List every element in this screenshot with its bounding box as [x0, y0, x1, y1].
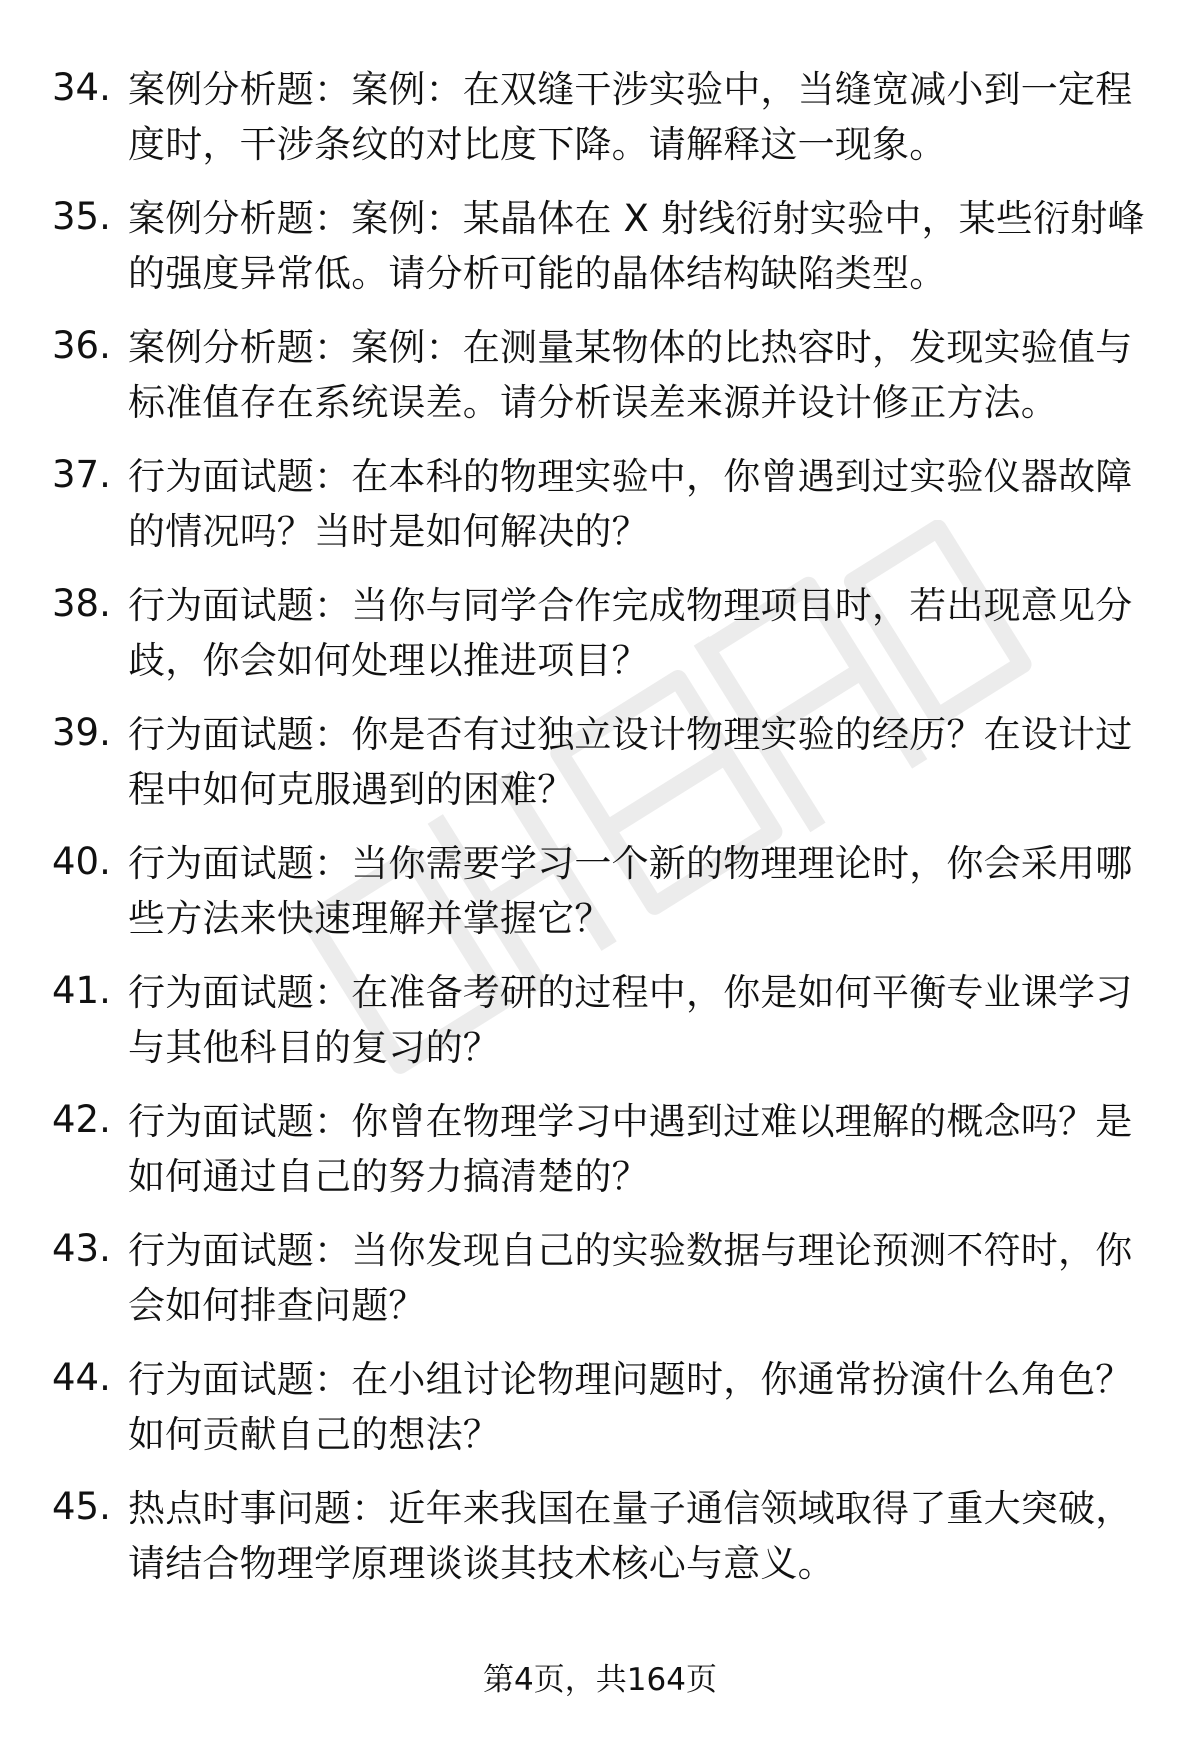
question-number: 35.	[52, 195, 111, 238]
question-number: 40.	[52, 840, 111, 883]
question-text: 行为面试题：在准备考研的过程中，你是如何平衡专业课学习与其他科目的复习的？	[128, 971, 1133, 1069]
question-item	[0, 1352, 1200, 1481]
question-item	[0, 707, 1200, 836]
question-text: 行为面试题：你曾在物理学习中遇到过难以理解的概念吗？是如何通过自己的努力搞清楚的？	[128, 1100, 1133, 1198]
question-number: 37.	[52, 453, 111, 496]
question-text: 案例分析题：案例：在测量某物体的比热容时，发现实验值与标准值存在系统误差。请分析误差来源并设计修正方法。	[128, 326, 1133, 424]
question-text: 行为面试题：当你需要学习一个新的物理理论时，你会采用哪些方法来快速理解并掌握它？	[128, 842, 1133, 940]
question-number: 42.	[52, 1098, 111, 1141]
question-text: 案例分析题：案例：某晶体在 X 射线衍射实验中，某些衍射峰的强度异常低。请分析可能的晶体结构缺陷类型。	[128, 197, 1145, 295]
question-item	[0, 1223, 1200, 1352]
question-item	[0, 62, 1200, 191]
question-item	[0, 1481, 1200, 1610]
question-text: 行为面试题：当你与同学合作完成物理项目时，若出现意见分歧，你会如何处理以推进项目？	[128, 584, 1133, 682]
question-number: 45.	[52, 1485, 111, 1528]
question-item	[0, 578, 1200, 707]
question-number: 36.	[52, 324, 111, 367]
question-number: 43.	[52, 1227, 111, 1270]
question-list	[0, 62, 1200, 1610]
question-number: 34.	[52, 66, 111, 109]
question-item	[0, 320, 1200, 449]
question-text: 行为面试题：当你发现自己的实验数据与理论预测不符时，你会如何排查问题？	[128, 1229, 1133, 1327]
question-text: 热点时事问题：近年来我国在量子通信领域取得了重大突破，请结合物理学原理谈谈其技术核心与意义。	[128, 1487, 1133, 1585]
question-item	[0, 965, 1200, 1094]
question-item	[0, 191, 1200, 320]
question-text: 案例分析题：案例：在双缝干涉实验中，当缝宽减小到一定程度时，干涉条纹的对比度下降。请解释这一现象。	[128, 68, 1133, 166]
question-item	[0, 836, 1200, 965]
question-number: 44.	[52, 1356, 111, 1399]
question-text: 行为面试题：在本科的物理实验中，你曾遇到过实验仪器故障的情况吗？当时是如何解决的？	[128, 455, 1133, 553]
question-number: 41.	[52, 969, 111, 1012]
question-text: 行为面试题：在小组讨论物理问题时，你通常扮演什么角色？如何贡献自己的想法？	[128, 1358, 1133, 1456]
question-item	[0, 449, 1200, 578]
question-text: 行为面试题：你是否有过独立设计物理实验的经历？在设计过程中如何克服遇到的困难？	[128, 713, 1133, 811]
question-number: 39.	[52, 711, 111, 754]
question-number: 38.	[52, 582, 111, 625]
question-item	[0, 1094, 1200, 1223]
page-number: 第4页，共164页	[483, 1662, 717, 1698]
